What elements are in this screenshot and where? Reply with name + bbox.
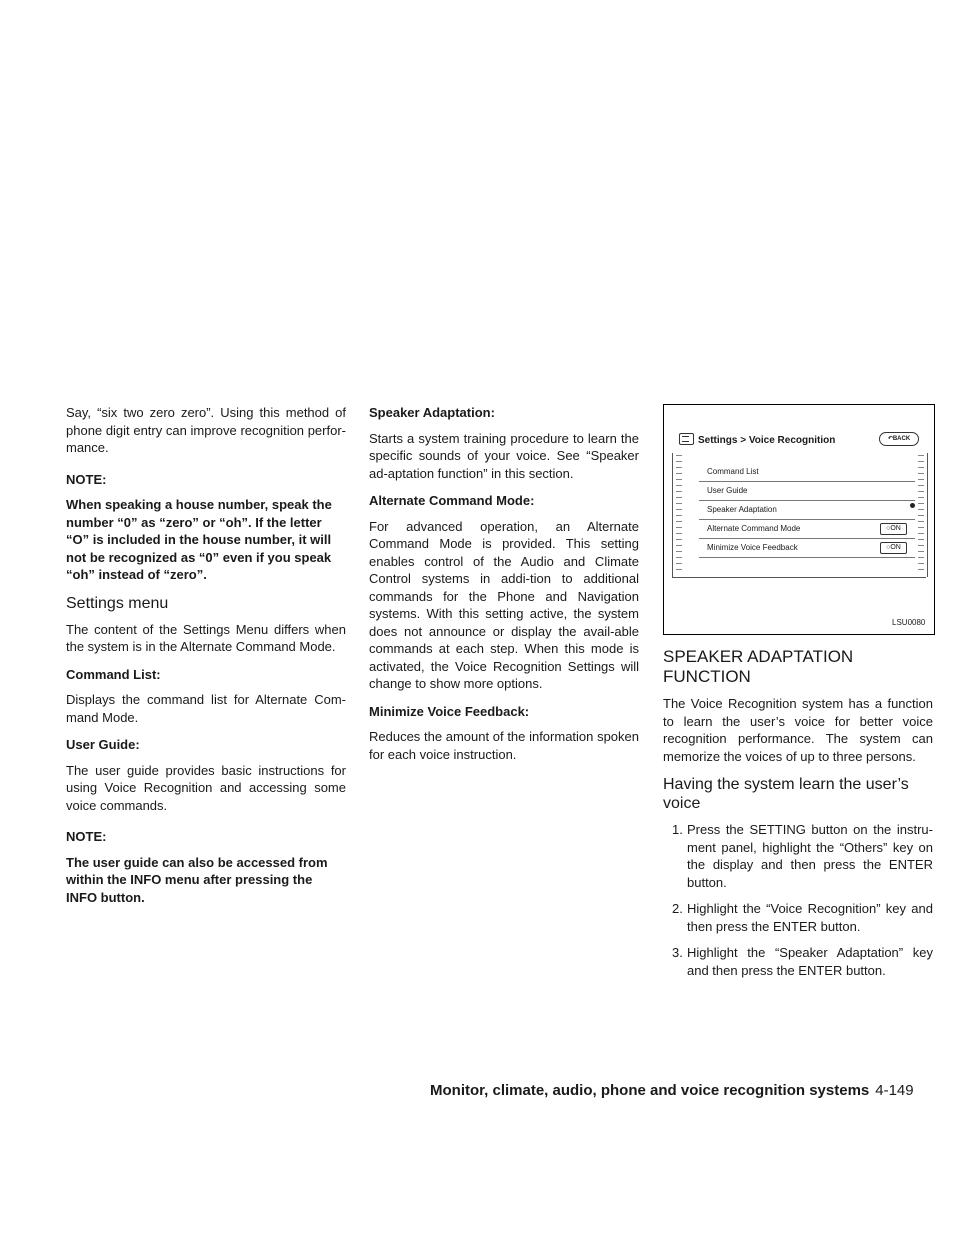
toggle-label: ON	[890, 525, 901, 532]
toggle-on-indicator: ○ON	[880, 523, 907, 535]
scroll-position-icon	[910, 503, 915, 508]
figure-item-label: Speaker Adaptation	[707, 505, 777, 514]
note2-text: The user guide can also be accessed from within the INFO menu after pressing the INFO button.	[66, 854, 328, 905]
middle-column	[369, 404, 639, 773]
figure-item-label: Minimize Voice Feedback	[707, 543, 798, 552]
left-column	[66, 404, 346, 916]
speaker-adaptation-label: Speaker Adaptation:	[369, 405, 495, 420]
speaker-adaptation-heading: SPEAKER ADAPTATION FUNCTION	[663, 647, 854, 686]
settings-screen-figure	[663, 404, 935, 635]
settings-menu-heading: Settings menu	[66, 594, 169, 612]
note2-label: NOTE:	[66, 829, 107, 844]
figure-item-label: Command List	[707, 467, 759, 476]
speaker-adaptation-text: Starts a system training procedure to learn the specific sounds of your voice. See “Speaker ad-aptation function” in this section.	[369, 430, 639, 481]
list-item	[663, 944, 933, 979]
figure-item-label: Alternate Command Mode	[707, 524, 801, 533]
step-number: 3.	[672, 945, 683, 960]
back-label: BACK	[892, 436, 911, 442]
command-list-text: Displays the command list for Alternate Com-mand Mode.	[66, 692, 346, 725]
toggle-on-indicator: ○ON	[880, 542, 907, 554]
figure-item	[699, 501, 915, 520]
step-number: 2.	[672, 901, 683, 916]
toggle-label: ON	[890, 544, 901, 551]
figure-item	[699, 539, 915, 558]
user-guide-label: User Guide:	[66, 737, 140, 752]
page-number: 4-149	[875, 1082, 914, 1099]
figure-item-label: User Guide	[707, 486, 748, 495]
figure-item	[699, 463, 915, 482]
intro-paragraph: Say, “six two zero zero”. Using this method of phone digit entry can improve recognition perfor-mance.	[66, 405, 346, 455]
step-text: Press the SETTING button on the instru-ment panel, highlight the “Others” key on the display and then press the ENTER button.	[687, 822, 933, 890]
panel-base-line	[672, 577, 926, 578]
figure-code: LSU0080	[892, 617, 926, 627]
command-list-label: Command List:	[66, 666, 161, 682]
step-text: Highlight the “Voice Recognition” key and then press the ENTER button.	[687, 901, 933, 934]
settings-list-panel	[672, 453, 928, 577]
minimize-feedback-label: Minimize Voice Feedback:	[369, 703, 530, 719]
page-footer	[430, 1082, 940, 1099]
user-guide-text: The user guide provides basic instructions for using Voice Recognition and accessing some voice commands.	[66, 762, 346, 813]
back-button: ↶BACK	[879, 432, 919, 446]
steps-list	[663, 821, 933, 979]
figure-item	[699, 482, 915, 501]
note-label: NOTE:	[66, 471, 107, 487]
figure-title: Settings > Voice Recognition	[698, 435, 836, 446]
settings-menu-paragraph: The content of the Settings Menu differs when the system is in the Alternate Command Mode.	[66, 621, 346, 654]
speaker-adaptation-intro: The Voice Recognition system has a function to learn the user’s voice for better voice recognition performance. The system can memorize the voices of up to three persons.	[663, 696, 933, 764]
alternate-command-text: For advanced operation, an Alternate Command Mode is provided. This setting enables control of the Audio and Climate Control systems in addi-tion to additional commands for the Phone and Navigation systems. With this setting active, the system does not announce or display the avail-able commands at each step. When this mode is activated, the Voice Recognition Settings will change to show more options.	[369, 518, 639, 691]
right-column	[663, 404, 933, 988]
learn-voice-heading: Having the system learn the user’s voice	[663, 776, 909, 812]
list-item	[663, 821, 933, 891]
note-text: When speaking a house number, speak the number “0” as “zero” or “oh”. If the letter “O” is included in the house number, it will not be recognized as “0” even if you speak “oh” instead of “zero”.	[66, 497, 332, 582]
menu-icon	[679, 433, 694, 445]
step-number: 1.	[672, 822, 683, 837]
step-text: Highlight the “Speaker Adaptation” key and then press the ENTER button.	[687, 945, 933, 978]
minimize-feedback-text: Reduces the amount of the information spoken for each voice instruction.	[369, 729, 639, 762]
figure-item	[699, 520, 915, 539]
list-item	[663, 900, 933, 935]
alternate-command-label: Alternate Command Mode:	[369, 493, 535, 508]
footer-section-title: Monitor, climate, audio, phone and voice recognition systems	[430, 1082, 870, 1099]
